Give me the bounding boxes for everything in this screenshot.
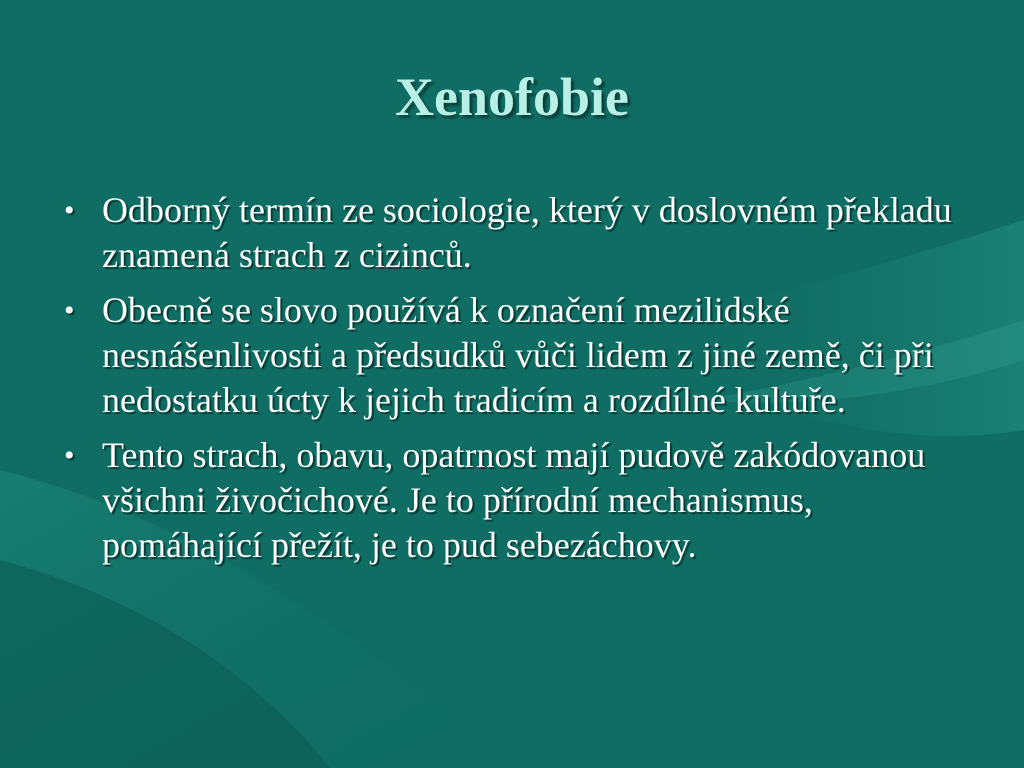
bullet-text: Obecně se slovo používá k označení mezilidské nesnášenlivosti a předsudků vůči lidem z jiné země, či při nedostatku úcty k jejich tradicím a rozdílné kultuře.: [102, 290, 934, 420]
bullet-text: Odborný termín ze sociologie, který v doslovném překladu znamená strach z cizinců.: [102, 190, 952, 275]
bullet-marker: •: [64, 294, 75, 327]
bullet-marker: •: [64, 439, 75, 472]
bullet-marker: •: [64, 194, 75, 227]
bullet-item: [60, 188, 980, 278]
bullet-list: [60, 188, 980, 578]
slide-title: Xenofobie: [395, 67, 629, 127]
bullet-text: Tento strach, obavu, opatrnost mají pudově zakódovanou všichni živočichové. Je to přírodní mechanismus, pomáhající přežít, je to pud sebezáchovy.: [102, 435, 926, 565]
bullet-item: [60, 288, 980, 423]
bullet-item: [60, 433, 980, 568]
